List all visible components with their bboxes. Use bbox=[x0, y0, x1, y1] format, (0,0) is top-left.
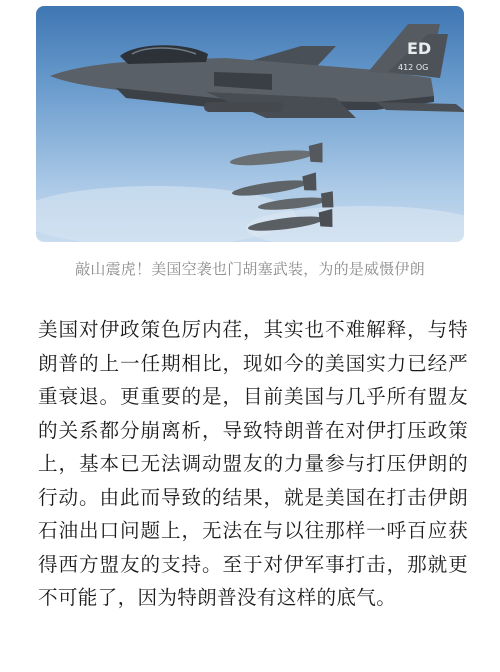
tail-code: ED bbox=[407, 39, 432, 58]
article-paragraph: 美国对伊政策色厉内荏，其实也不难解释，与特朗普的上一任期相比，现如今的美国实力已经严重衰退。更重要的是，目前美国与几乎所有盟友的关系都分崩离析，导致特朗普在对伊打压政策上，基本已无法调动盟友的力量参与打压伊朗的行动。由此而导致的结果，就是美国在打击伊朗石油出口问题上，无法在与以往那样一呼百应获得西方盟友的支持。至于对伊军事打击，那就更不可能了，因为特朗普没有这样的底气。 bbox=[38, 318, 468, 609]
article-photo bbox=[36, 6, 464, 242]
image-caption: 敲山震虎！美国空袭也门胡塞武装，为的是威慑伊朗 bbox=[75, 260, 425, 278]
fighter-jet-illustration bbox=[36, 6, 464, 242]
tail-number: 412 OG bbox=[398, 63, 429, 72]
